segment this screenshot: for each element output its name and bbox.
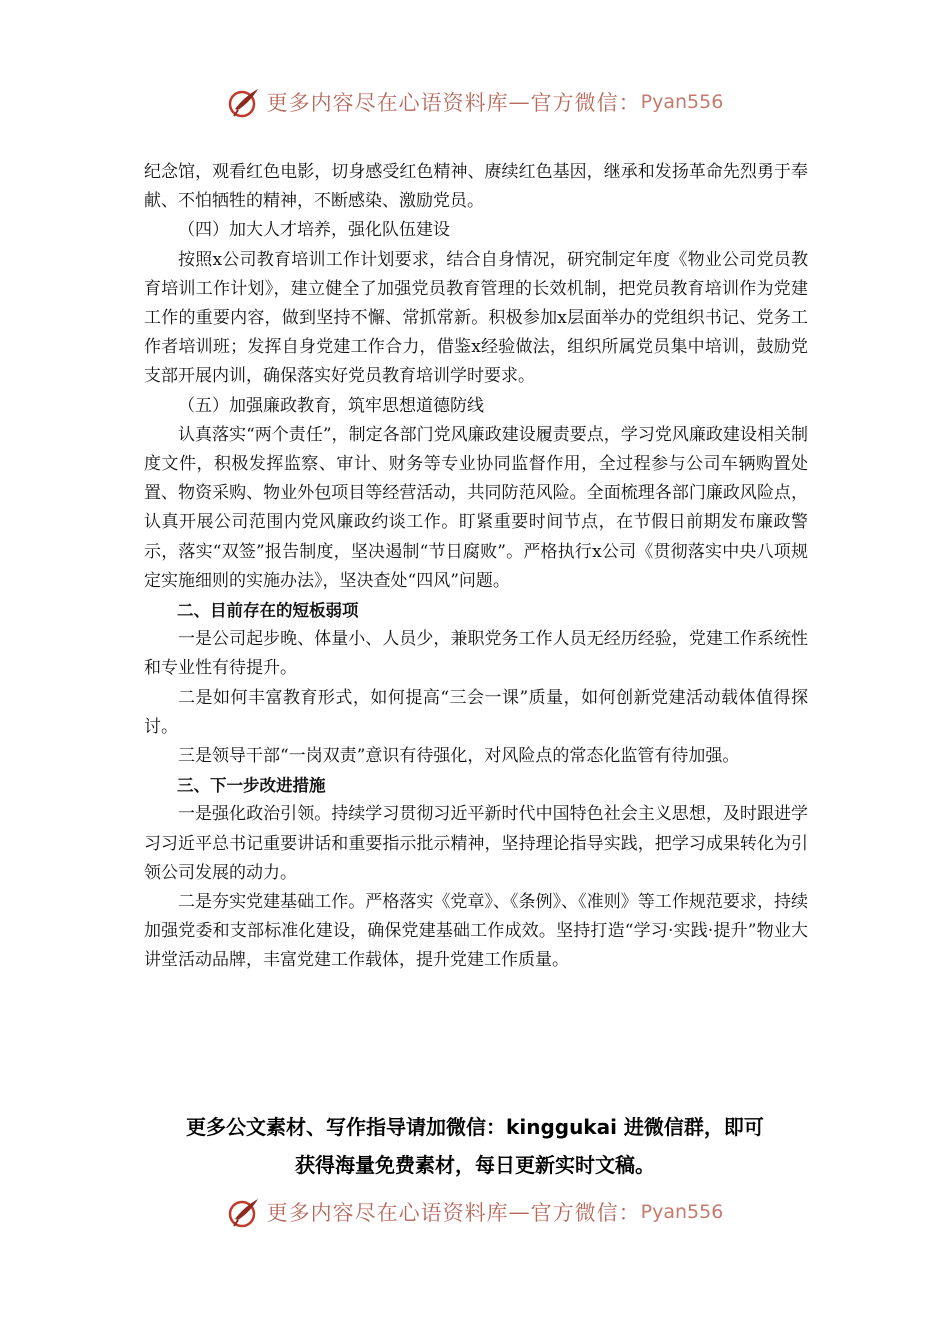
footer-banner-dash: — — [508, 1200, 531, 1224]
footer-banner — [0, 1192, 950, 1232]
paragraph: 纪念馆，观看红色电影，切身感受红色精神、赓续红色基因，继承和发扬革命先烈勇于奉献、不怕牺牲的精神，不断感染、激励党员。 — [144, 162, 808, 212]
paragraph: 按照x公司教育培训工作计划要求，结合自身情况，研究制定年度《物业公司党员教育培训工作计划》，建立健全了加强党员教育管理的长效机制，把党员教育培训作为党建工作的重要内容，做到坚持不懈、常抓常新。积极参加x层面举办的党组织书记、党务工作者培训班；发挥自身党建工作合力，借鉴x经验做法，组织所属党员集中培训，鼓励党支部开展内训，确保落实好党员教育培训学时要求。 — [144, 249, 808, 387]
quill-logo-icon — [227, 1195, 261, 1229]
paragraph: 三是领导干部“一岗双责”意识有待强化，对风险点的常态化监管有待加强。 — [178, 746, 740, 767]
subheading-four: （四）加大人才培养，强化队伍建设 — [178, 220, 450, 241]
subheading-five: （五）加强廉政教育，筑牢思想道德防线 — [178, 395, 484, 416]
promo-notice-line: 更多公文素材、写作指导请加微信：kinggukai 进微信群，即可 — [186, 1115, 764, 1139]
header-banner-brand: 更多内容尽在心语资料库 — [266, 91, 509, 115]
section-heading-three: 三、下一步改进措施 — [177, 776, 326, 796]
document-body — [144, 158, 808, 976]
header-banner-wechat-label: 官方微信： — [530, 91, 641, 115]
paragraph: 认真落实“两个责任”，制定各部门党风廉政建设履责要点，学习党风廉政建设相关制度文件，积极发挥监察、审计、财务等专业协同监督作用，全过程参与公司车辆购置处置、物资采购、物业外包项目等经营活动，共同防范风险。全面梳理各部门廉政风险点，认真开展公司范围内党风廉政约谈工作。盯紧重要时间节点，在节假日前期发布廉政警示，落实“双签”报告制度，坚决遏制“节日腐败”。严格执行x公司《贯彻落实中央八项规定实施细则的实施办法》，坚决查处“四风”问题。 — [144, 424, 808, 591]
header-banner-dash: — — [508, 90, 531, 114]
paragraph: 二是如何丰富教育形式，如何提高“三会一课”质量，如何创新党建活动载体值得探讨。 — [144, 687, 808, 737]
paragraph: 二是夯实党建基础工作。严格落实《党章》、《条例》、《准则》等工作规范要求，持续加强党委和支部标准化建设，确保党建基础工作成效。坚持打造“学习·实践·提升”物业大讲堂活动品牌，丰富党建工作载体，提升党建工作质量。 — [144, 892, 808, 971]
footer-banner-brand: 更多内容尽在心语资料库 — [266, 1201, 509, 1225]
paragraph: 一是强化政治引领。持续学习贯彻习近平新时代中国特色社会主义思想，及时跟进学习习近平总书记重要讲话和重要指示批示精神，坚持理论指导实践，把学习成果转化为引领公司发展的动力。 — [144, 804, 808, 883]
promo-notice-line: 获得海量免费素材，每日更新实时文稿。 — [295, 1153, 655, 1177]
section-heading-two: 二、目前存在的短板弱项 — [177, 601, 359, 621]
paragraph: 一是公司起步晚、体量小、人员少，兼职党务工作人员无经历经验，党建工作系统性和专业性有待提升。 — [144, 629, 808, 679]
header-banner-wechat-id: Pyan556 — [640, 91, 724, 113]
footer-banner-wechat-label: 官方微信： — [530, 1201, 641, 1225]
quill-logo-icon — [227, 85, 261, 119]
promo-notice — [0, 1108, 950, 1184]
header-banner — [0, 82, 950, 122]
footer-banner-wechat-id: Pyan556 — [640, 1201, 724, 1223]
